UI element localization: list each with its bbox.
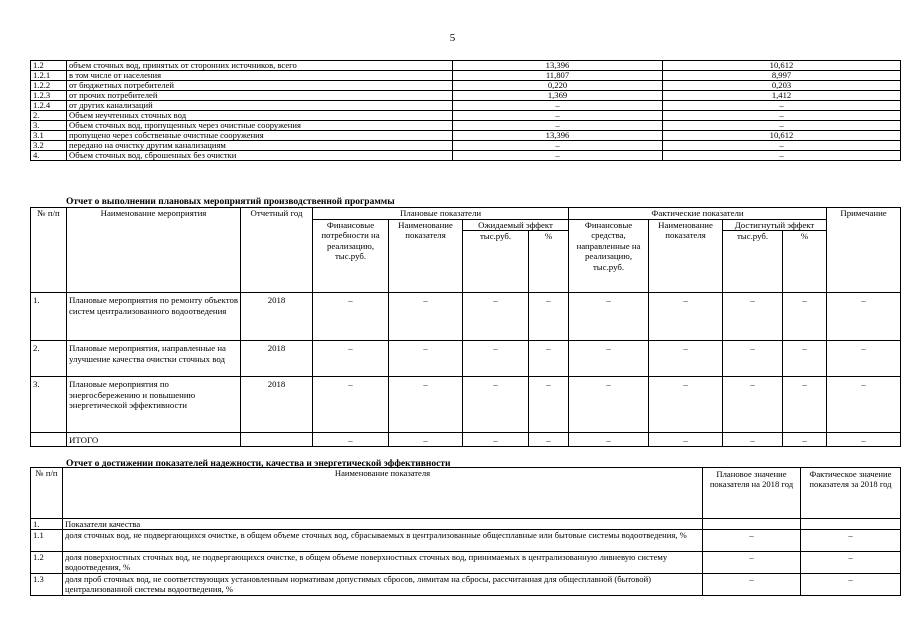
row-fact-value: – (663, 101, 901, 111)
table-row (31, 377, 901, 433)
col-header-indicator-name: Наименование показателя (63, 468, 703, 519)
row-number: 1.2.4 (31, 101, 67, 111)
row-number: 1. (31, 519, 63, 530)
row-plan-value: 1,369 (453, 91, 663, 101)
row-name: пропущено через собственные очистные сооружения (67, 131, 453, 141)
col-header-fin-means: Финансовые средства, направленные на реализацию, тыс.руб. (569, 219, 649, 293)
row-value: – (529, 433, 569, 447)
row-plan-value: – (703, 552, 801, 574)
col-header-indicator-name: Наименование показателя (389, 219, 463, 293)
row-year (241, 433, 313, 447)
row-fact-value: 0,203 (663, 81, 901, 91)
table-row (31, 141, 901, 151)
indicators-table (30, 467, 901, 596)
row-name: доля сточных вод, не подвергающихся очистке, в общем объеме сточных вод, сбрасываемых в централизованные общесплавные или бытовые системы водоотведения, % (63, 530, 703, 552)
row-value: – (313, 377, 389, 433)
row-plan-value: 13,396 (453, 61, 663, 71)
row-value: – (649, 293, 723, 341)
row-plan-value: – (703, 530, 801, 552)
row-number: 1.2.2 (31, 81, 67, 91)
row-fact-value: – (801, 574, 901, 596)
col-header-achieved-effect: Достигнутый эффект (723, 219, 827, 231)
row-number: 1.1 (31, 530, 63, 552)
table-row (31, 131, 901, 141)
row-value: – (313, 293, 389, 341)
row-number: 1.3 (31, 574, 63, 596)
row-value: – (463, 433, 529, 447)
row-number: 1.2.1 (31, 71, 67, 81)
table-row (31, 101, 901, 111)
table-row (31, 151, 901, 161)
row-value: – (827, 377, 901, 433)
row-number: 2. (31, 111, 67, 121)
total-row (31, 433, 901, 447)
row-year: 2018 (241, 293, 313, 341)
indicators-report-title: Отчет о достижении показателей надежности, качества и энергетической эффективности (66, 459, 451, 469)
row-year: 2018 (241, 377, 313, 433)
row-number: 1.2 (31, 552, 63, 574)
row-value: – (783, 341, 827, 377)
col-header-planned: Плановые показатели (313, 208, 569, 220)
col-header-num: № п/п (31, 468, 63, 519)
page-number: 5 (449, 32, 456, 44)
planned-measures-table (30, 207, 901, 447)
col-header-actual: Фактические показатели (569, 208, 827, 220)
table-row (31, 574, 901, 596)
row-number: 3. (31, 377, 67, 433)
row-value: – (649, 341, 723, 377)
row-value: – (463, 377, 529, 433)
row-fact-value: – (663, 121, 901, 131)
row-value: – (389, 377, 463, 433)
row-name: объем сточных вод, принятых от сторонних источников, всего (67, 61, 453, 71)
row-value: – (783, 433, 827, 447)
row-plan-value: – (453, 101, 663, 111)
row-value: – (649, 377, 723, 433)
row-name: Показатели качества (63, 519, 703, 530)
row-value: – (649, 433, 723, 447)
row-value: – (313, 433, 389, 447)
row-value: – (529, 341, 569, 377)
table-row (31, 121, 901, 131)
col-header-year: Отчетный год (241, 208, 313, 293)
table-row (31, 91, 901, 101)
col-header-expected-pct: % (529, 231, 569, 293)
row-value: – (463, 341, 529, 377)
row-number: 3.2 (31, 141, 67, 151)
row-fact-value: – (801, 530, 901, 552)
row-value: – (723, 293, 783, 341)
row-name: ИТОГО (67, 433, 241, 447)
table-row (31, 341, 901, 377)
row-value: – (529, 293, 569, 341)
row-fact-value: 10,612 (663, 61, 901, 71)
row-fact-value: 10,612 (663, 131, 901, 141)
row-value: – (827, 433, 901, 447)
col-header-indicator-name-2: Наименование показателя (649, 219, 723, 293)
row-name: передано на очистку другим канализациям (67, 141, 453, 151)
table-row (31, 293, 901, 341)
row-year: 2018 (241, 341, 313, 377)
row-name: в том числе от населения (67, 71, 453, 81)
row-value: – (463, 293, 529, 341)
row-number: 2. (31, 341, 67, 377)
row-plan-value: – (453, 121, 663, 131)
row-value: – (569, 433, 649, 447)
table-row (31, 111, 901, 121)
row-fact-value: 8,997 (663, 71, 901, 81)
row-number (31, 433, 67, 447)
row-value: – (723, 377, 783, 433)
row-plan-value: – (453, 151, 663, 161)
row-name: Объем сточных вод, пропущенных через очистные сооружения (67, 121, 453, 131)
row-fact-value: – (663, 151, 901, 161)
row-fact-value: – (663, 111, 901, 121)
row-value: – (389, 433, 463, 447)
col-header-achieved-pct: % (783, 231, 827, 293)
table-row (31, 61, 901, 71)
row-value: – (827, 341, 901, 377)
row-name: Плановые мероприятия по ремонту объектов систем централизованного водоотведения (67, 293, 241, 341)
row-plan-value: – (453, 111, 663, 121)
row-number: 4. (31, 151, 67, 161)
row-value: – (313, 341, 389, 377)
row-plan-value (703, 519, 801, 530)
table-row (31, 71, 901, 81)
row-value: – (783, 293, 827, 341)
row-value: – (569, 377, 649, 433)
col-header-fact-value: Фактическое значение показателя за 2018 год (801, 468, 901, 519)
wastewater-volume-table (30, 60, 901, 161)
table-row (31, 81, 901, 91)
row-name: Объем сточных вод, сброшенных без очистки (67, 151, 453, 161)
program-report-title: Отчет о выполнении плановых мероприятий производственной программы (66, 197, 395, 207)
row-fact-value (801, 519, 901, 530)
col-header-measure-name: Наименование мероприятия (67, 208, 241, 293)
row-value: – (827, 293, 901, 341)
row-value: – (783, 377, 827, 433)
row-plan-value: 0,220 (453, 81, 663, 91)
table-row (31, 552, 901, 574)
row-value: – (569, 293, 649, 341)
col-header-expected-effect: Ожидаемый эффект (463, 219, 569, 231)
row-name: доля поверхностных сточных вод, не подвергающихся очистке, в общем объеме поверхностных сточных вод, принимаемых в централизованную ливневую систему водоотведения, % (63, 552, 703, 574)
row-plan-value: – (703, 574, 801, 596)
row-name: от прочих потребителей (67, 91, 453, 101)
row-number: 3.1 (31, 131, 67, 141)
row-fact-value: – (663, 141, 901, 151)
row-value: – (569, 341, 649, 377)
row-value: – (723, 433, 783, 447)
row-name: Объем неучтенных сточных вод (67, 111, 453, 121)
row-name: от других канализаций (67, 101, 453, 111)
col-header-achieved-trub: тыс.руб. (723, 231, 783, 293)
row-number: 1.2 (31, 61, 67, 71)
row-plan-value: – (453, 141, 663, 151)
row-number: 3. (31, 121, 67, 131)
col-header-expected-trub: тыс.руб. (463, 231, 529, 293)
col-header-fin-need: Финансовые потребности на реализацию, тыс.руб. (313, 219, 389, 293)
row-fact-value: – (801, 552, 901, 574)
row-value: – (529, 377, 569, 433)
row-name: от бюджетных потребителей (67, 81, 453, 91)
col-header-note: Примечание (827, 208, 901, 293)
row-value: – (389, 293, 463, 341)
row-fact-value: 1,412 (663, 91, 901, 101)
row-number: 1.2.3 (31, 91, 67, 101)
row-value: – (723, 341, 783, 377)
col-header-plan-value: Плановое значение показателя на 2018 год (703, 468, 801, 519)
row-plan-value: 13,396 (453, 131, 663, 141)
row-value: – (389, 341, 463, 377)
table-row (31, 530, 901, 552)
row-name: доля проб сточных вод, не соответствующих установленным нормативам допустимых сбросов, лимитам на сбросы, рассчитанная для общесплавной (бытовой) централизованной системы водоотведения, % (63, 574, 703, 596)
row-name: Плановые мероприятия, направленные на улучшение качества очистки сточных вод (67, 341, 241, 377)
col-header-num: № п/п (31, 208, 67, 293)
table-row (31, 519, 901, 530)
row-plan-value: 11,807 (453, 71, 663, 81)
row-name: Плановые мероприятия по энергосбережению и повышению энергетической эффективности (67, 377, 241, 433)
row-number: 1. (31, 293, 67, 341)
